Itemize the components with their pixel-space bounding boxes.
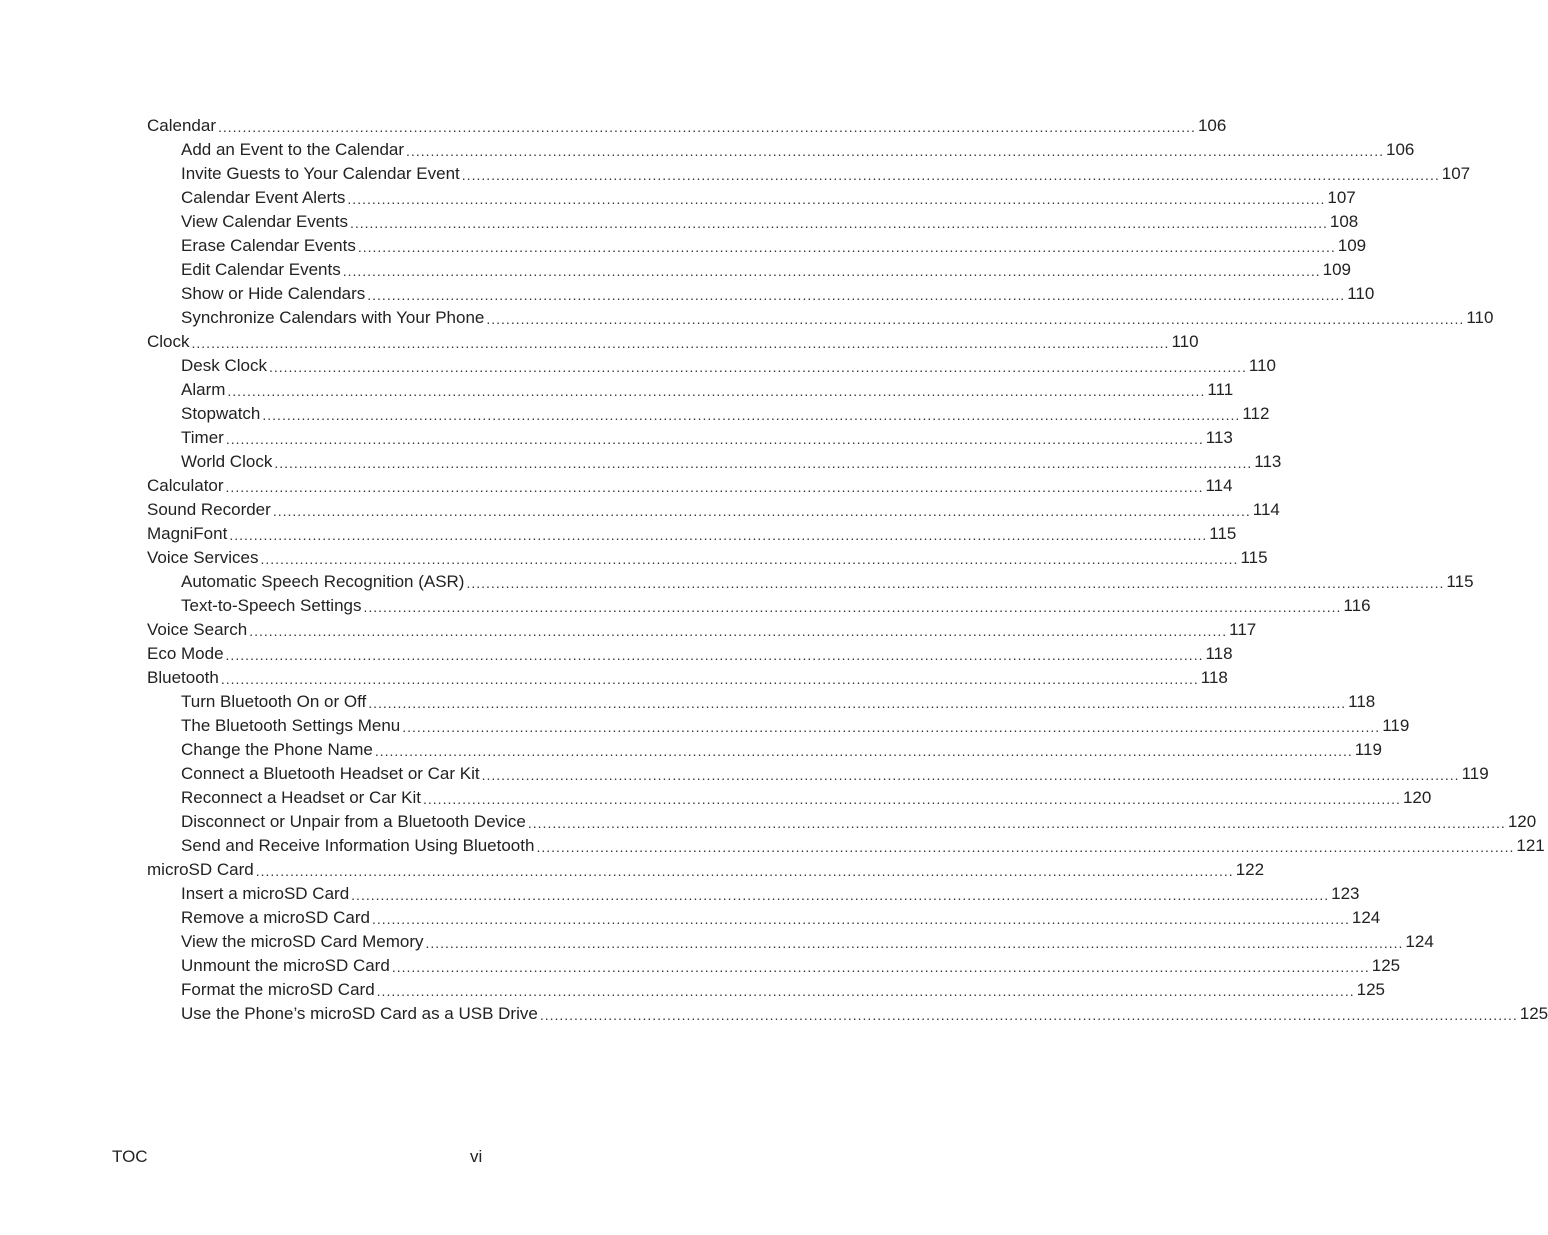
toc-entry[interactable] <box>147 376 1234 400</box>
dot-leader: ........................................................................................................................................................................................................ <box>274 455 1253 471</box>
toc-entry-page: 115 <box>1446 572 1474 591</box>
toc-entry[interactable] <box>147 280 1375 304</box>
toc-entry[interactable] <box>147 952 1401 976</box>
toc-entry-title: Unmount the microSD Card <box>181 956 390 975</box>
toc-entry-page: 123 <box>1331 884 1360 903</box>
toc-entry-page: 125 <box>1371 956 1401 975</box>
toc-entry[interactable] <box>147 352 1277 376</box>
toc-entry-page: 121 <box>1516 836 1545 855</box>
toc-entry[interactable] <box>147 136 1415 160</box>
dot-leader: ........................................................................................................................................................................................................ <box>349 215 1328 231</box>
toc-entry-page: 115 <box>1209 524 1237 543</box>
toc-entry[interactable] <box>147 904 1381 928</box>
toc-entry-title: Change the Phone Name <box>181 740 373 759</box>
toc-entry[interactable] <box>147 232 1367 256</box>
toc-entry-title: MagniFont <box>147 524 228 543</box>
toc-entry[interactable] <box>147 160 1471 184</box>
toc-entry-title: Invite Guests to Your Calendar Event <box>181 164 460 183</box>
dot-leader: ........................................................................................................................................................................................................ <box>363 599 1342 615</box>
toc-entry[interactable] <box>147 304 1494 328</box>
toc-entry[interactable] <box>147 928 1434 952</box>
toc-entry-title: Erase Calendar Events <box>181 236 356 255</box>
dot-leader: ........................................................................................................................................................................................................ <box>391 959 1370 975</box>
toc-entry-title: Turn Bluetooth On or Off <box>181 692 367 711</box>
toc-entry-title: Format the microSD Card <box>181 980 375 999</box>
toc-entry-page: 109 <box>1337 236 1367 255</box>
dot-leader: ........................................................................................................................................................................................................ <box>249 623 1228 639</box>
toc-entry-page: 120 <box>1402 788 1432 807</box>
toc-entry-title: The Bluetooth Settings Menu <box>181 716 401 735</box>
toc-entry[interactable] <box>147 712 1410 736</box>
toc-entry-page: 119 <box>1382 716 1410 735</box>
table-of-contents <box>147 112 1548 1024</box>
toc-entry-page: 106 <box>1385 140 1415 159</box>
dot-leader: ........................................................................................................................................................................................................ <box>425 935 1404 951</box>
toc-entry-title: Stopwatch <box>181 404 261 423</box>
toc-entry-page: 125 <box>1519 1004 1548 1023</box>
toc-entry[interactable] <box>147 592 1371 616</box>
dot-leader: ........................................................................................................................................................................................................ <box>406 143 1384 159</box>
toc-entry[interactable] <box>147 808 1537 832</box>
toc-entry-title: Send and Receive Information Using Bluetooth <box>181 836 535 855</box>
toc-entry-title: Voice Services <box>147 548 259 567</box>
toc-entry-page: 109 <box>1322 260 1352 279</box>
toc-entry-page: 125 <box>1356 980 1385 999</box>
dot-leader: ........................................................................................................................................................................................................ <box>255 863 1234 879</box>
toc-entry-page: 112 <box>1242 404 1270 423</box>
toc-entry-title: Clock <box>147 332 190 351</box>
toc-entry-title: Edit Calendar Events <box>181 260 341 279</box>
toc-entry-page: 110 <box>1171 332 1199 351</box>
toc-entry[interactable] <box>147 328 1199 352</box>
toc-entry[interactable] <box>147 472 1233 496</box>
toc-entry-page: 115 <box>1240 548 1268 567</box>
toc-entry[interactable] <box>147 760 1489 784</box>
toc-entry-page: 119 <box>1461 764 1489 783</box>
toc-entry[interactable] <box>147 1000 1548 1024</box>
dot-leader: ........................................................................................................................................................................................................ <box>536 839 1515 855</box>
dot-leader: ........................................................................................................................................................................................................ <box>368 695 1347 711</box>
toc-entry-page: 110 <box>1248 356 1277 375</box>
toc-entry[interactable] <box>147 520 1237 544</box>
toc-entry[interactable] <box>147 832 1545 856</box>
dot-leader: ........................................................................................................................................................................................................ <box>371 911 1350 927</box>
toc-entry-title: Disconnect or Unpair from a Bluetooth Device <box>181 812 526 831</box>
footer-section-label: TOC <box>112 1147 148 1166</box>
dot-leader: ........................................................................................................................................................................................................ <box>367 287 1346 303</box>
toc-entry-title: Add an Event to the Calendar <box>181 140 405 159</box>
toc-entry-page: 118 <box>1205 644 1233 663</box>
dot-leader: ........................................................................................................................................................................................................ <box>220 671 1199 687</box>
toc-entry-title: Text-to-Speech Settings <box>181 596 362 615</box>
toc-entry[interactable] <box>147 424 1233 448</box>
toc-entry-page: 111 <box>1207 380 1234 399</box>
toc-entry[interactable] <box>147 544 1268 568</box>
toc-entry-title: Desk Clock <box>181 356 267 375</box>
toc-entry-title: Sound Recorder <box>147 500 271 519</box>
toc-entry-title: Synchronize Calendars with Your Phone <box>181 308 485 327</box>
toc-entry[interactable] <box>147 448 1282 472</box>
toc-entry-page: 122 <box>1235 860 1265 879</box>
dot-leader: ........................................................................................................................................................................................................ <box>351 887 1330 903</box>
toc-entry-title: Reconnect a Headset or Car Kit <box>181 788 422 807</box>
toc-entry[interactable] <box>147 616 1257 640</box>
toc-entry-page: 120 <box>1507 812 1537 831</box>
toc-entry-title: Calendar Event Alerts <box>181 188 346 207</box>
toc-entry-page: 116 <box>1343 596 1371 615</box>
toc-entry-title: View Calendar Events <box>181 212 348 231</box>
dot-leader: ........................................................................................................................................................................................................ <box>466 575 1445 591</box>
dot-leader: ........................................................................................................................................................................................................ <box>481 767 1460 783</box>
toc-entry[interactable] <box>147 568 1474 592</box>
toc-entry-title: Show or Hide Calendars <box>181 284 366 303</box>
toc-entry[interactable] <box>147 664 1228 688</box>
toc-entry[interactable] <box>147 208 1359 232</box>
dot-leader: ........................................................................................................................................................................................................ <box>272 503 1251 519</box>
toc-entry-page: 110 <box>1347 284 1375 303</box>
toc-entry-title: Timer <box>181 428 224 447</box>
dot-leader: ........................................................................................................................................................................................................ <box>486 311 1465 327</box>
dot-leader: ........................................................................................................................................................................................................ <box>262 407 1241 423</box>
toc-entry[interactable] <box>147 640 1233 664</box>
toc-entry-title: Automatic Speech Recognition (ASR) <box>181 572 465 591</box>
dot-leader: ........................................................................................................................................................................................................ <box>218 119 1196 135</box>
toc-entry-title: microSD Card <box>147 860 254 879</box>
toc-entry[interactable] <box>147 184 1356 208</box>
dot-leader: ........................................................................................................................................................................................................ <box>229 527 1208 543</box>
dot-leader: ........................................................................................................................................................................................................ <box>527 815 1506 831</box>
toc-entry-title: Voice Search <box>147 620 248 639</box>
toc-entry[interactable] <box>147 856 1265 880</box>
toc-entry[interactable] <box>147 256 1352 280</box>
toc-entry-page: 113 <box>1254 452 1282 471</box>
toc-entry[interactable] <box>147 736 1382 760</box>
toc-entry-title: Bluetooth <box>147 668 219 687</box>
dot-leader: ........................................................................................................................................................................................................ <box>225 647 1204 663</box>
dot-leader: ........................................................................................................................................................................................................ <box>423 791 1401 807</box>
toc-entry-title: World Clock <box>181 452 273 471</box>
toc-entry-page: 107 <box>1441 164 1471 183</box>
dot-leader: ........................................................................................................................................................................................................ <box>461 167 1440 183</box>
toc-entry-title: Connect a Bluetooth Headset or Car Kit <box>181 764 480 783</box>
toc-entry[interactable] <box>147 784 1432 808</box>
toc-entry[interactable] <box>147 688 1376 712</box>
toc-entry-page: 118 <box>1348 692 1376 711</box>
toc-entry-title: View the microSD Card Memory <box>181 932 424 951</box>
toc-entry-title: Alarm <box>181 380 226 399</box>
dot-leader: ........................................................................................................................................................................................................ <box>227 383 1206 399</box>
toc-entry-page: 118 <box>1200 668 1228 687</box>
toc-entry-page: 107 <box>1327 188 1356 207</box>
toc-entry-page: 124 <box>1405 932 1434 951</box>
toc-entry[interactable] <box>147 976 1385 1000</box>
toc-entry-page: 110 <box>1466 308 1494 327</box>
toc-entry-title: Remove a microSD Card <box>181 908 370 927</box>
toc-entry-title: Eco Mode <box>147 644 224 663</box>
toc-entry-page: 119 <box>1354 740 1382 759</box>
toc-entry-page: 124 <box>1351 908 1381 927</box>
dot-leader: ........................................................................................................................................................................................................ <box>225 431 1204 447</box>
dot-leader: ........................................................................................................................................................................................................ <box>268 359 1247 375</box>
toc-entry-page: 106 <box>1197 116 1227 135</box>
toc-entry[interactable] <box>147 112 1227 136</box>
toc-entry-page: 114 <box>1252 500 1280 519</box>
dot-leader: ........................................................................................................................................................................................................ <box>342 263 1321 279</box>
dot-leader: ........................................................................................................................................................................................................ <box>225 479 1204 495</box>
dot-leader: ........................................................................................................................................................................................................ <box>347 191 1326 207</box>
dot-leader: ........................................................................................................................................................................................................ <box>402 719 1381 735</box>
toc-entry[interactable] <box>147 880 1360 904</box>
dot-leader: ........................................................................................................................................................................................................ <box>376 983 1355 999</box>
toc-entry-page: 114 <box>1205 476 1233 495</box>
dot-leader: ........................................................................................................................................................................................................ <box>357 239 1336 255</box>
dot-leader: ........................................................................................................................................................................................................ <box>191 335 1170 351</box>
toc-entry-title: Use the Phone’s microSD Card as a USB Drive <box>181 1004 538 1023</box>
dot-leader: ........................................................................................................................................................................................................ <box>539 1007 1518 1023</box>
dot-leader: ........................................................................................................................................................................................................ <box>374 743 1353 759</box>
footer-page-number: vi <box>470 1147 483 1166</box>
toc-entry[interactable] <box>147 496 1280 520</box>
toc-entry-page: 108 <box>1329 212 1359 231</box>
toc-entry[interactable] <box>147 400 1270 424</box>
dot-leader: ........................................................................................................................................................................................................ <box>260 551 1239 567</box>
toc-entry-title: Calendar <box>147 116 216 135</box>
toc-entry-title: Insert a microSD Card <box>181 884 350 903</box>
toc-entry-page: 113 <box>1205 428 1233 447</box>
toc-entry-page: 117 <box>1229 620 1257 639</box>
toc-entry-title: Calculator <box>147 476 224 495</box>
